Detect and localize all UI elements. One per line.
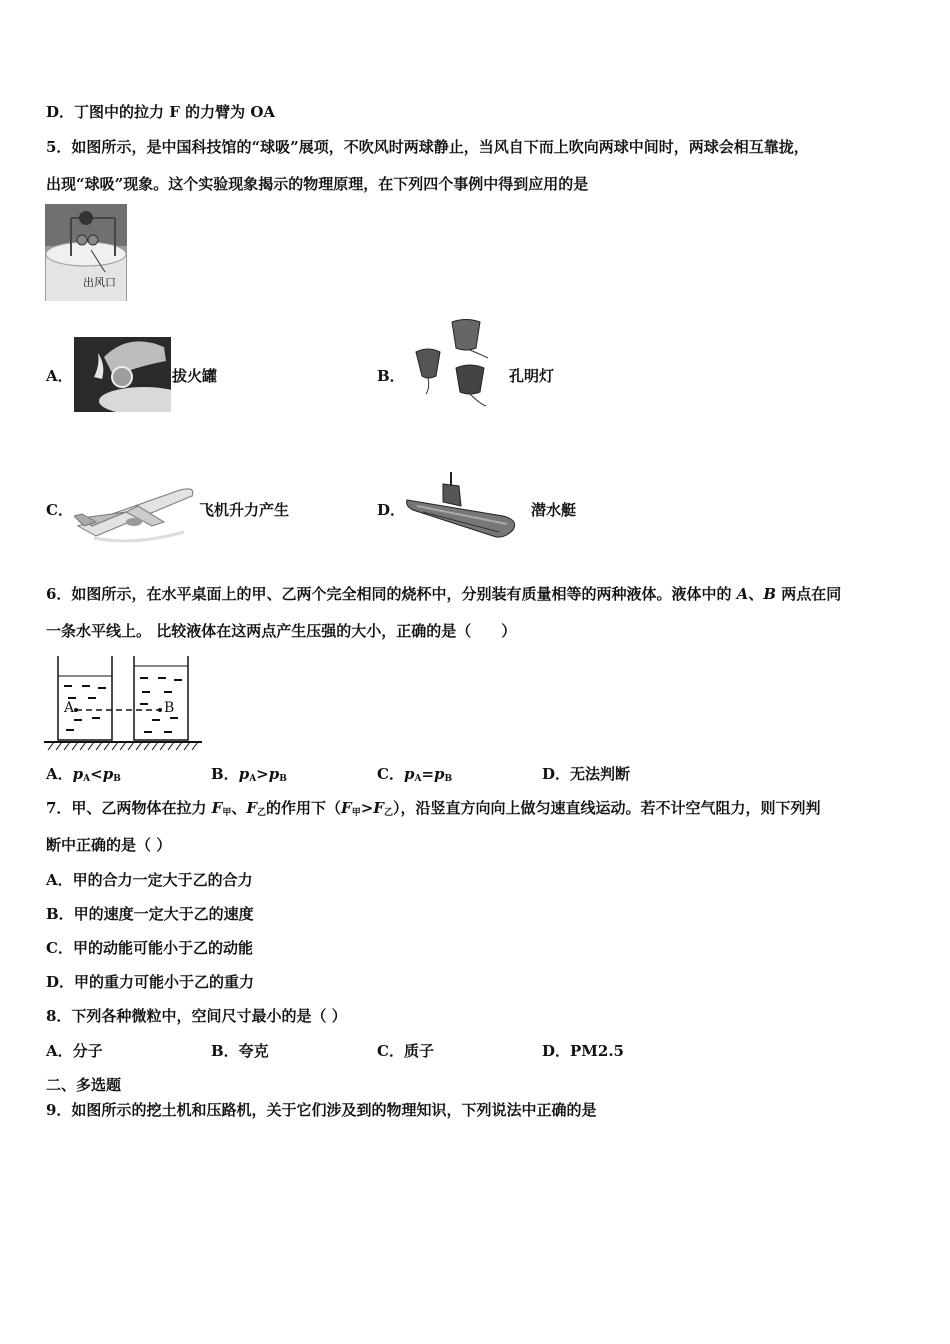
q5-option-a-letter: A． (46, 367, 73, 385)
q8-option-d: D．PM2.5 (542, 1042, 624, 1060)
q8-stem: 8．下列各种微粒中，空间尺寸最小的是（ ） (46, 1007, 347, 1025)
q6-stem-line1 (46, 584, 841, 604)
q8-option-b: B．夸克 (211, 1042, 269, 1060)
q7-sub-jia: 甲 (222, 808, 232, 818)
q6-option-a-letter: A． (46, 765, 73, 783)
q7-f-yi-2: F (373, 799, 384, 817)
q6-option-a-sub-a: A (83, 774, 91, 784)
q5-option-d-text: 潜水艇 (531, 501, 577, 519)
q5-option-b-letter: B． (377, 367, 405, 385)
q7-option-d: D．甲的重力可能小于乙的重力 (46, 973, 255, 991)
q7-f-jia-2: F (341, 799, 352, 817)
q6-option-d-text: 无法判断 (570, 765, 631, 783)
q6-stem-line1-b: 两点在同 (776, 585, 842, 603)
q6-option-c-sub-b: B (444, 774, 453, 784)
q6-option-a-sub-b: B (113, 774, 121, 784)
q7-sep: 、 (231, 799, 247, 817)
q6-option-a (46, 764, 121, 789)
q7-stem-b: 的作用下（ (266, 799, 342, 817)
q4-option-d: D．丁图中的拉力 F 的力臂为 OA (46, 103, 276, 121)
q8-option-c: C．质子 (377, 1042, 434, 1060)
q6-stem-line2: 一条水平线上。 比较液体在这两点产生压强的大小，正确的是（ ） (46, 622, 517, 640)
outlet-label: 出风口 (83, 276, 116, 289)
q7-sub-yi-2: 乙 (383, 808, 393, 818)
q6-option-d (542, 764, 630, 784)
q9-stem: 9．如图所示的挖土机和压路机，关于它们涉及到的物理知识，下列说法中正确的是 (46, 1101, 597, 1119)
q5-option-c-letter: C． (46, 501, 73, 519)
q5-stem-line2: 出现“球吸”现象。这个实验现象揭示的物理原理，在下列四个事例中得到应用的是 (46, 175, 589, 193)
q7-f-yi: F (246, 799, 258, 817)
cupping-image (74, 337, 171, 412)
q6-option-b-rel: > (256, 765, 269, 783)
q7-stem-c: ），沿竖直方向向上做匀速直线运动。若不计空气阻力，则下列判 (392, 799, 821, 817)
q6-option-d-letter: D． (542, 765, 571, 783)
q5-option-a-text: 拔火罐 (172, 367, 218, 385)
q6-option-b-sub-a: A (249, 774, 257, 784)
q6-point-a: A (736, 585, 749, 603)
q8-option-a: A．分子 (46, 1042, 103, 1060)
q7-sub-yi: 乙 (257, 808, 267, 818)
q7-option-a: A．甲的合力一定大于乙的合力 (46, 871, 253, 889)
q7-stem-line1 (46, 798, 820, 823)
submarine-image (403, 470, 521, 548)
q6-point-b: B (763, 585, 777, 603)
q6-option-b-letter: B． (211, 765, 239, 783)
q6-option-c-letter: C． (377, 765, 404, 783)
q6-option-a-rel: < (90, 765, 103, 783)
q6-option-c-p2: p (434, 765, 445, 783)
q6-option-c-p: p (403, 765, 415, 783)
two-beakers-figure (44, 654, 202, 750)
sky-lanterns-image (410, 318, 495, 413)
q6-option-b-p: p (238, 765, 250, 783)
q6-option-a-p: p (72, 765, 84, 783)
q6-option-b (211, 764, 287, 789)
q7-stem-a: 7．甲、乙两物体在拉力 (46, 799, 212, 817)
q7-f-jia: F (211, 799, 223, 817)
q7-option-c: C．甲的动能可能小于乙的动能 (46, 939, 253, 957)
q5-stem-line1: 5．如图所示，是中国科技馆的“球吸”展项，不吹风时两球静止，当风自下而上吹向两球中间时，两球会相互靠拢， (46, 138, 809, 156)
q6-option-c (377, 764, 452, 789)
q6-option-b-sub-b: B (279, 774, 287, 784)
section-title-multiple-choice: 二、多选题 (46, 1076, 122, 1094)
beaker-label-a: A (64, 700, 75, 716)
q6-option-c-sub-a: A (414, 774, 422, 784)
q5-option-b-text: 孔明灯 (509, 367, 555, 385)
q7-option-b: B．甲的速度一定大于乙的速度 (46, 905, 254, 923)
q6-option-a-p2: p (102, 765, 114, 783)
q6-sep: 、 (748, 585, 764, 603)
q7-sub-jia-2: 甲 (351, 808, 361, 818)
q6-option-c-rel: = (421, 765, 435, 783)
q7-rel: > (360, 799, 374, 817)
q6-option-b-p2: p (268, 765, 280, 783)
airplane-image (74, 482, 198, 552)
q7-stem-line2: 断中正确的是（ ） (46, 836, 172, 854)
q6-stem-line1-a: 6．如图所示，在水平桌面上的甲、乙两个完全相同的烧杯中，分别装有质量相等的两种液体。液体中的 (46, 585, 737, 603)
beaker-label-b: B (164, 700, 175, 716)
q5-option-d-letter: D． (377, 501, 406, 519)
ball-suction-figure (45, 204, 127, 301)
q5-option-c-text: 飞机升力产生 (199, 501, 290, 519)
